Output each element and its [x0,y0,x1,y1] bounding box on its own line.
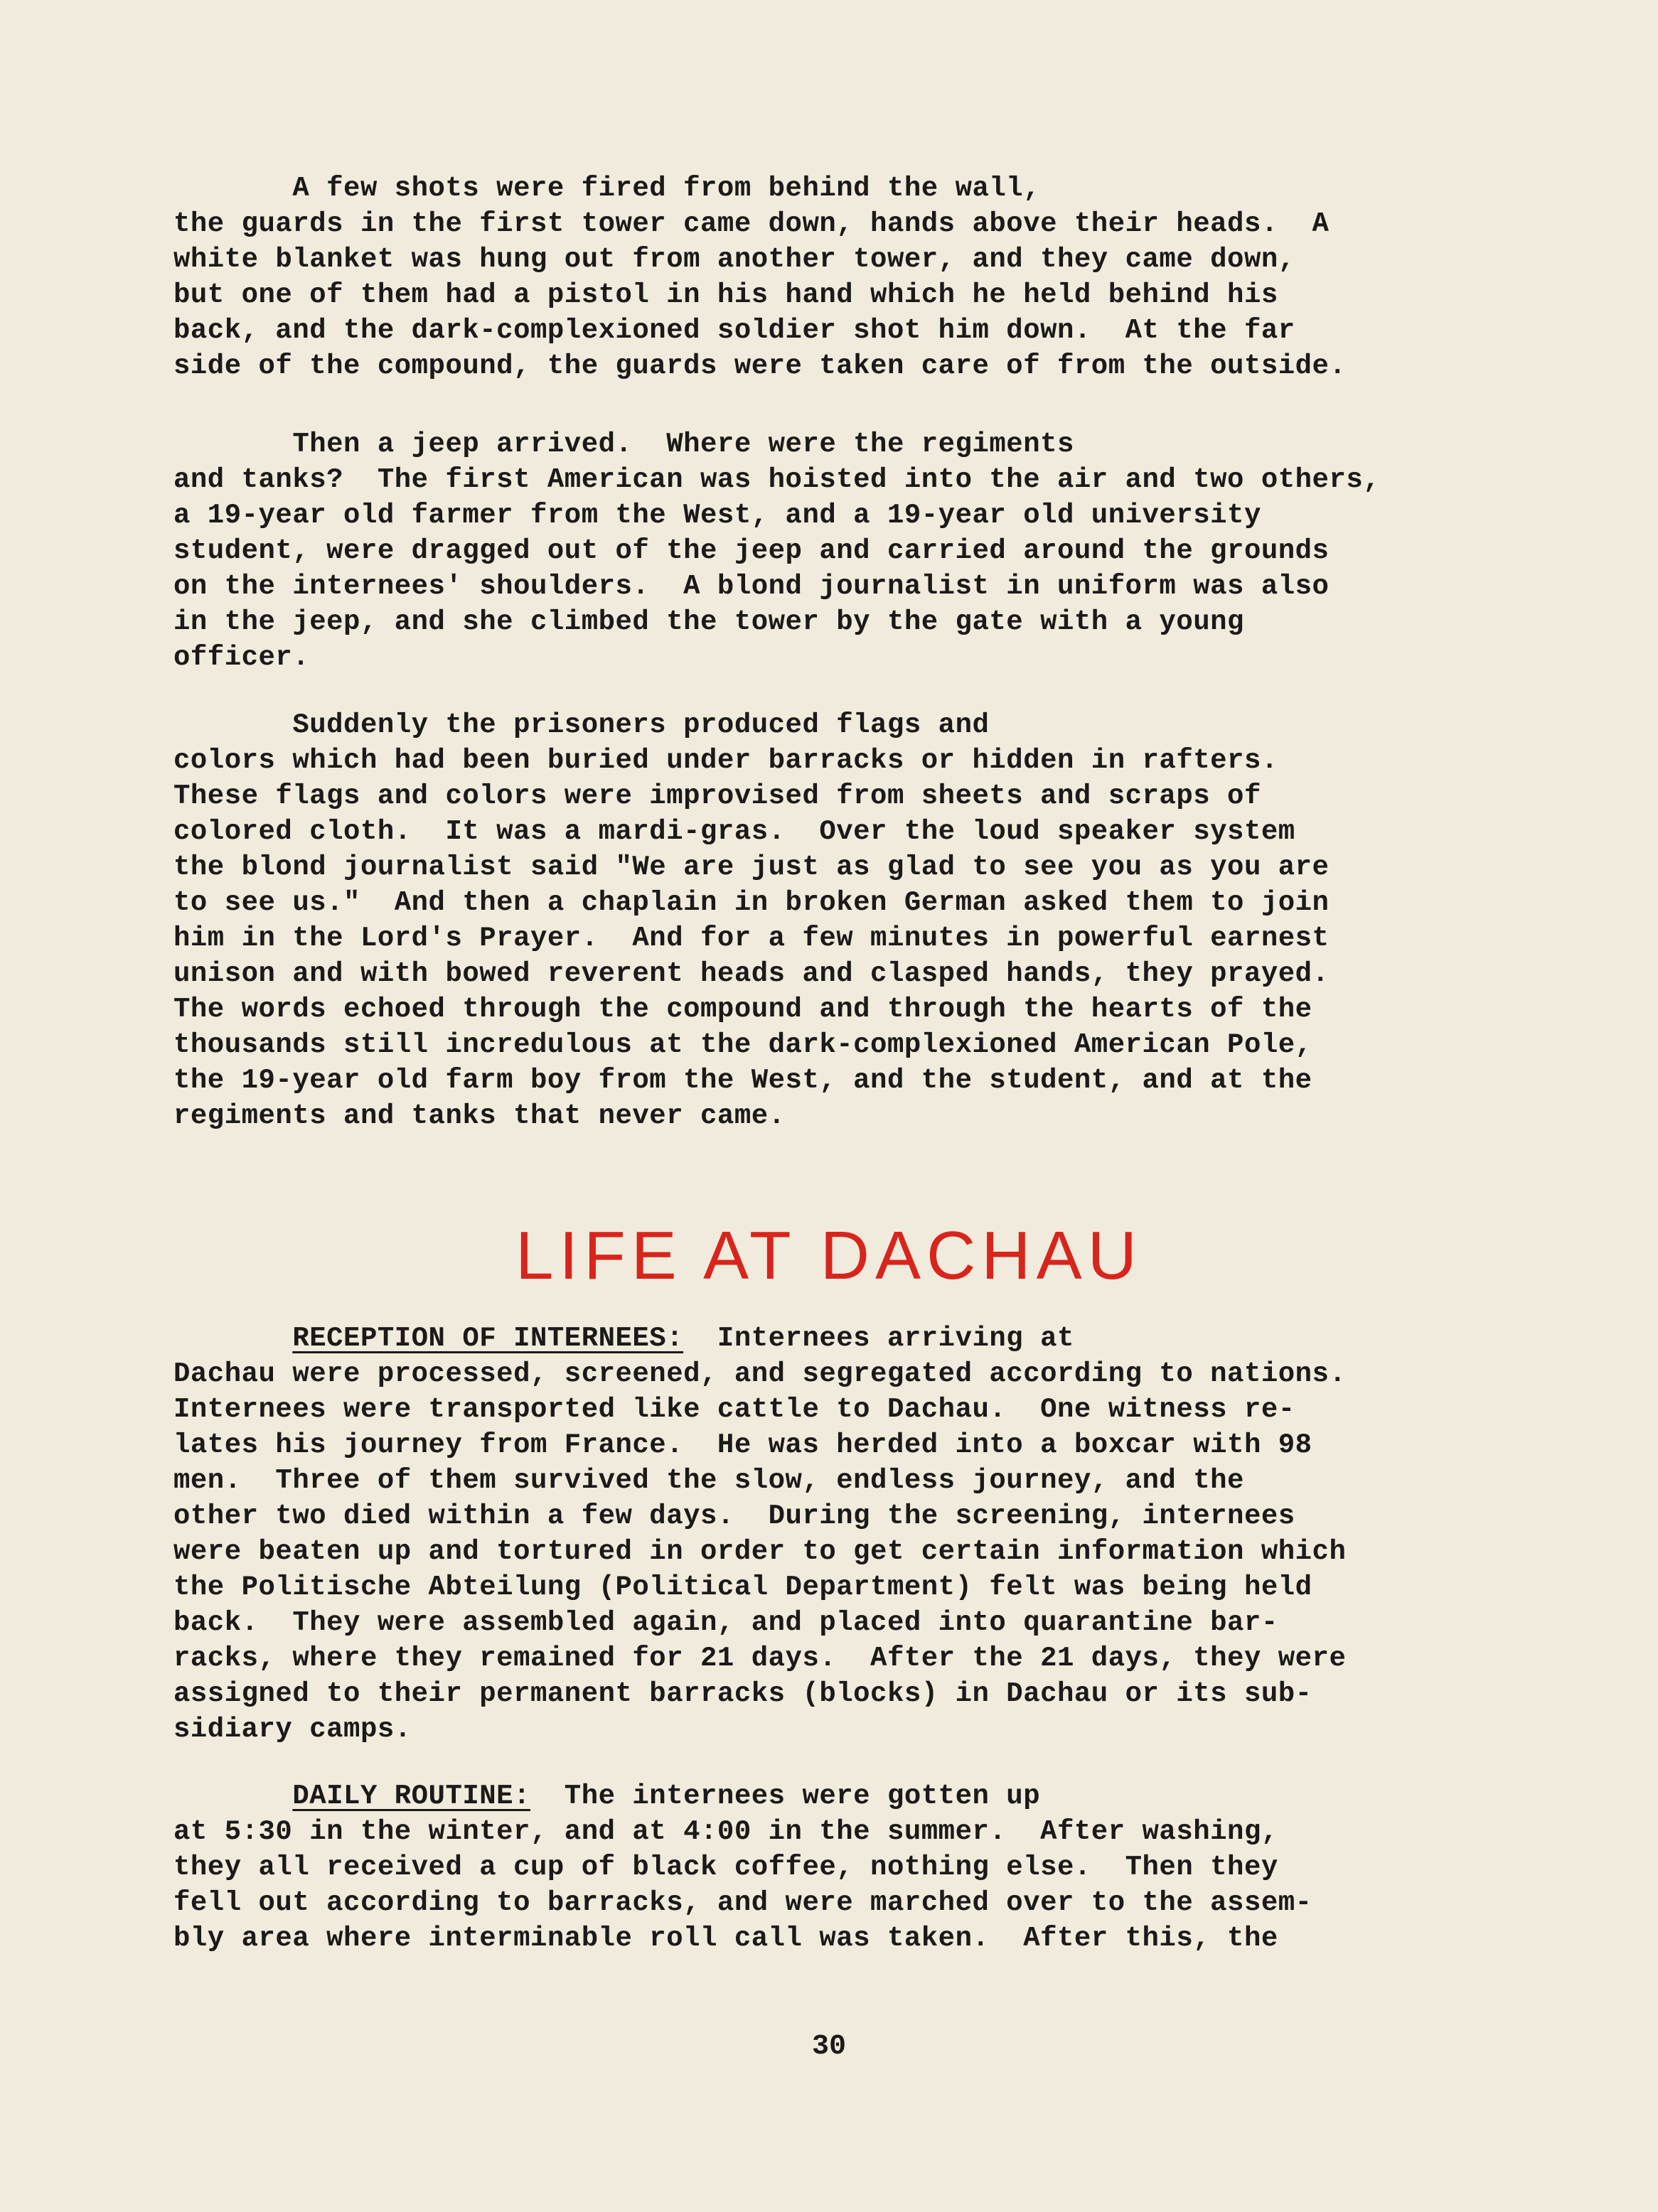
text-line: student, were dragged out of the jeep and carried around the grounds [173,535,1330,567]
paragraph-liberation-shots [173,171,1453,384]
text-line: and tanks? The first American was hoisted into the air and two others, [173,464,1381,495]
text-line: at 5:30 in the winter, and at 4:00 in the summer. After washing, [173,1816,1278,1847]
text-line: thousands still incredulous at the dark-complexioned American Pole, [173,1029,1312,1061]
text-line: on the internees' shoulders. A blond journalist in uniform was also [173,571,1330,602]
text-line: the Politische Abteilung (Political Department) felt was being held [173,1572,1312,1603]
text-line: they all received a cup of black coffee, nothing else. Then they [173,1852,1278,1883]
text-line: These flags and colors were improvised from sheets and scraps of [173,780,1261,812]
text-line: A few shots were fired from behind the wall, [173,173,1041,204]
text-line: him in the Lord's Prayer. And for a few minutes in powerful earnest [173,923,1330,954]
text-line: white blanket was hung out from another tower, and they came down, [173,244,1295,275]
text-line: officer. [173,642,310,673]
text-line: were beaten up and tortured in order to get certain information which [173,1536,1347,1567]
text-line: but one of them had a pistol in his hand which he held behind his [173,279,1278,311]
text-line: in the jeep, and she climbed the tower by the gate with a young [173,606,1244,638]
text-line: The words echoed through the compound and through the hearts of the [173,994,1312,1025]
paragraph-reception-of-internees [173,1321,1453,1747]
text-line: sidiary camps. [173,1714,412,1745]
paragraph-jeep-arrival [173,426,1453,675]
text-line: the 19-year old farm boy from the West, and the student, and at the [173,1065,1312,1096]
text-line: colors which had been buried under barracks or hidden in rafters. [173,745,1278,776]
text-line: Suddenly the prisoners produced flags and [173,709,990,741]
text-line: lates his journey from France. He was herded into a boxcar with 98 [173,1429,1312,1461]
text-line: other two died within a few days. During the screening, internees [173,1500,1295,1532]
text-run: The internees were gotten up [530,1781,1041,1812]
text-line: regiments and tanks that never came. [173,1100,786,1132]
text-line [173,1321,1453,1356]
text-line: the guards in the first tower came down, hands above their heads. A [173,208,1330,240]
text-line: assigned to their permanent barracks (blocks) in Dachau or its sub- [173,1678,1312,1709]
text-line: to see us." And then a chaplain in broken German asked them to join [173,887,1330,918]
section-title: LIFE AT DACHAU [515,1218,1143,1294]
paragraph-flags-prayer [173,707,1453,1134]
text-run: Internees arriving at [683,1323,1074,1354]
text-line: Then a jeep arrived. Where were the regiments [173,429,1074,460]
text-line [173,1778,1453,1814]
subheading-daily-routine: DAILY ROUTINE: [292,1781,530,1812]
subheading-reception: RECEPTION OF INTERNEES: [292,1323,684,1354]
indent [173,1323,292,1354]
text-line: fell out according to barracks, and were marched over to the assem- [173,1887,1312,1918]
text-line: a 19-year old farmer from the West, and a 19-year old university [173,500,1261,531]
text-line: unison and with bowed reverent heads and clasped hands, they prayed. [173,958,1330,989]
indent [173,1781,292,1812]
paragraph-daily-routine [173,1778,1453,1956]
page-number: 30 [811,2031,846,2063]
text-line: Internees were transported like cattle to Dachau. One witness re- [173,1394,1295,1425]
text-line: men. Three of them survived the slow, endless journey, and the [173,1465,1244,1496]
text-line: back, and the dark-complexioned soldier shot him down. At the far [173,315,1295,346]
text-line: side of the compound, the guards were taken care of from the outside. [173,350,1347,382]
text-line: bly area where interminable roll call was taken. After this, the [173,1923,1278,1954]
text-line: the blond journalist said "We are just as glad to see you as you are [173,852,1330,883]
text-line: back. They were assembled again, and placed into quarantine bar- [173,1607,1278,1638]
text-line: colored cloth. It was a mardi-gras. Over the loud speaker system [173,816,1295,847]
text-line: Dachau were processed, screened, and segregated according to nations. [173,1358,1347,1390]
text-line: racks, where they remained for 21 days. After the 21 days, they were [173,1643,1347,1674]
